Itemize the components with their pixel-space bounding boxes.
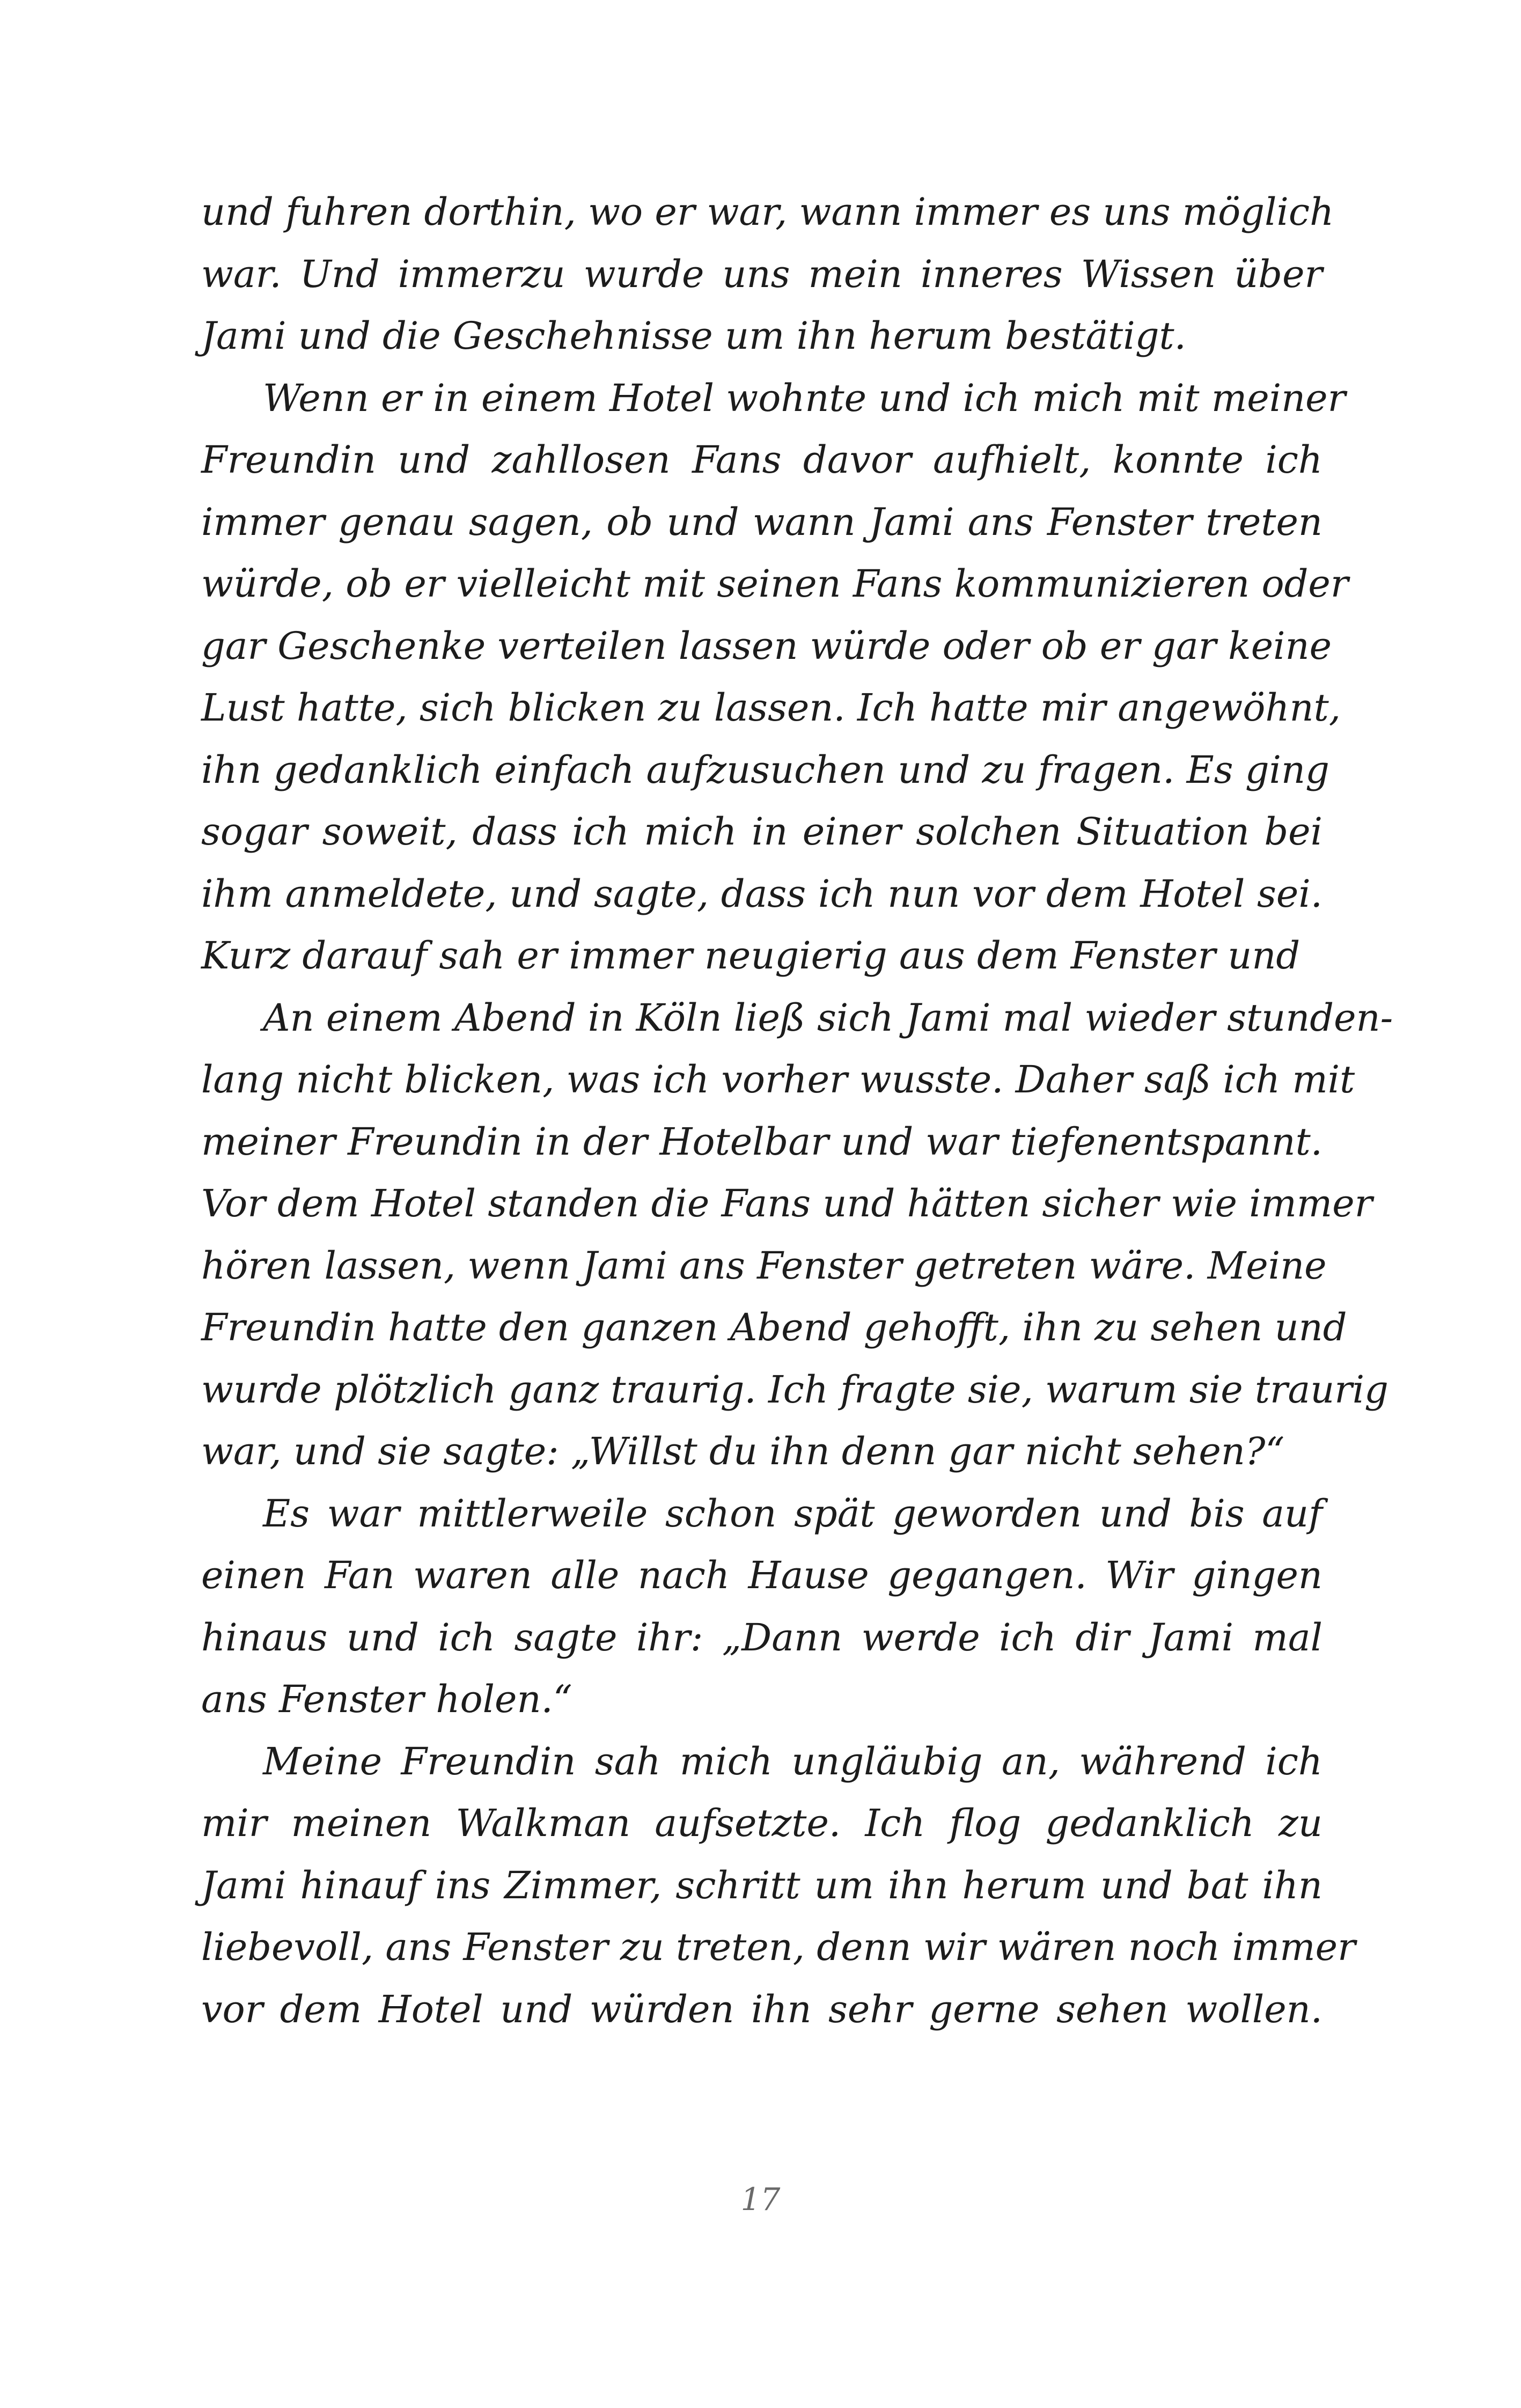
text-line: hören lassen, wenn Jami ans Fenster getreten wäre. Meine xyxy=(201,1243,1327,1288)
text-line: Es war mittlerweile schon spät geworden und bis auf xyxy=(263,1491,1322,1536)
text-line: Jami hinauf ins Zimmer, schritt um ihn herum und bat ihn xyxy=(201,1863,1322,1907)
text-line: Wenn er in einem Hotel wohnte und ich mich mit meiner xyxy=(263,376,1346,420)
text-line: mir meinen Walkman aufsetzte. Ich flog gedanklich zu xyxy=(201,1801,1322,1845)
paragraph-4 xyxy=(201,1483,1322,1731)
text-line: ans Fenster holen.“ xyxy=(201,1677,572,1721)
text-line: war. Und immerzu wurde uns mein inneres Wissen über xyxy=(201,252,1322,296)
text-line: einen Fan waren alle nach Hause gegangen. Wir gingen xyxy=(201,1553,1322,1597)
text-line: immer genau sagen, ob und wann Jami ans Fenster treten xyxy=(201,500,1322,544)
text-line: Jami und die Geschehnisse um ihn herum bestätigt. xyxy=(201,314,1186,358)
text-line: und fuhren dorthin, wo er war, wann immer es uns möglich xyxy=(201,190,1334,234)
paragraph-3 xyxy=(201,987,1393,1483)
text-line: wurde plötzlich ganz traurig. Ich fragte sie, warum sie traurig xyxy=(201,1367,1388,1412)
text-line: liebevoll, ans Fenster zu treten, denn wir wären noch immer xyxy=(201,1925,1356,1969)
text-line: Freundin hatte den ganzen Abend gehofft, ihn zu sehen und xyxy=(201,1305,1347,1349)
text-line: An einem Abend in Köln ließ sich Jami mal wieder stunden- xyxy=(263,995,1393,1040)
text-line: sogar soweit, dass ich mich in einer solchen Situation bei xyxy=(201,810,1322,854)
text-line: meiner Freundin in der Hotelbar und war tiefenentspannt. xyxy=(201,1119,1322,1164)
paragraph-2 xyxy=(201,368,1349,987)
page-number: 17 xyxy=(740,2181,781,2218)
text-line: war, und sie sagte: „Willst du ihn denn gar nicht sehen?“ xyxy=(201,1429,1285,1473)
text-line: Kurz darauf sah er immer neugierig aus dem Fenster und xyxy=(201,934,1300,978)
text-line: Meine Freundin sah mich ungläubig an, während ich xyxy=(263,1739,1322,1783)
text-line: Lust hatte, sich blicken zu lassen. Ich hatte mir angewöhnt, xyxy=(201,686,1341,730)
text-line: würde, ob er vielleicht mit seinen Fans kommunizieren oder xyxy=(201,562,1349,606)
text-line: Freundin und zahllosen Fans davor aufhielt, konnte ich xyxy=(201,438,1322,482)
text-line: gar Geschenke verteilen lassen würde oder ob er gar keine xyxy=(201,623,1332,668)
text-line: ihm anmeldete, und sagte, dass ich nun vor dem Hotel sei. xyxy=(201,871,1322,916)
text-line: ihn gedanklich einfach aufzusuchen und zu fragen. Es ging xyxy=(201,747,1329,792)
text-line: Vor dem Hotel standen die Fans und hätten sicher wie immer xyxy=(201,1181,1373,1225)
text-line: lang nicht blicken, was ich vorher wusste. Daher saß ich mit xyxy=(201,1058,1355,1102)
paragraph-5 xyxy=(201,1731,1356,2041)
body-text xyxy=(201,181,1393,2040)
paragraph-1 xyxy=(201,181,1334,368)
text-line: vor dem Hotel und würden ihn sehr gerne sehen wollen. xyxy=(201,1987,1322,2031)
text-line: hinaus und ich sagte ihr: „Dann werde ich dir Jami mal xyxy=(201,1615,1322,1660)
